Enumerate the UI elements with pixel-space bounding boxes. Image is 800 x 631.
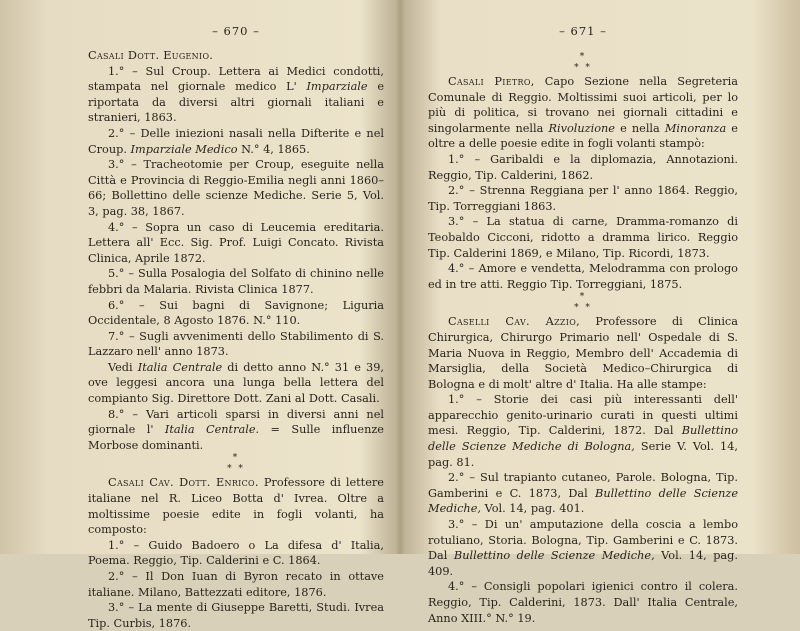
left-page-text bbox=[88, 48, 384, 631]
right-paragraph: 2.° – Strenna Reggiana per l' anno 1864. Reggio, Tip. Torreggiani 1863. bbox=[428, 184, 738, 213]
left-paragraph: 6.° – Sui bagni di Savignone; Liguria Occidentale, 8 Agosto 1876. N.° 110. bbox=[88, 298, 384, 328]
left-paragraph: Casali Dott. Eugenio. bbox=[88, 49, 214, 62]
right-paragraph: 4.° – Consigli popolari igienici contro il colera. Reggio, Tip. Calderini, 1873. Dall' Italia Centrale, Anno XIII.° N.° 19. bbox=[428, 580, 738, 625]
right-paragraph: Casali Pietro, Capo Sezione nella Segreteria Comunale di Reggio. Moltissimi suoi articoli, per lo più di politica, si trovano nei giornali cittadini e singolarmente nella Rivoluzione e nella Minoranza e oltre a delle poesie edite in fogli volanti stampò: bbox=[428, 75, 738, 151]
left-paragraph: 1.° – Sul Croup. Lettera ai Medici condotti, stampata nel giornale medico L' Imparziale e riportata da diversi altri giornali italiani e stranieri, 1863. bbox=[88, 64, 385, 125]
left-paragraph: 3.° – La mente di Giuseppe Baretti, Studi. Ivrea Tip. Curbis, 1876. bbox=[88, 601, 384, 630]
left-paragraph: 5.° – Sulla Posalogia del Solfato di chinino nelle febbri da Malaria. Rivista Clinica 1877. bbox=[88, 267, 384, 296]
page-number-right: – 671 – bbox=[559, 24, 607, 38]
right-page-text bbox=[428, 52, 738, 626]
left-paragraph: 2.° – Il Don Iuan di Byron recato in ottave italiane. Milano, Battezzati editore, 1876. bbox=[88, 570, 384, 599]
left-paragraph: 4.° – Sopra un caso di Leucemia ereditaria. Lettera all' Ecc. Sig. Prof. Luigi Concato. Rivista Clinica, Aprile 1872. bbox=[88, 220, 384, 265]
page-number-left: – 670 – bbox=[212, 24, 260, 38]
right-paragraph: 4.° – Amore e vendetta, Melodramma con prologo ed in tre atti. Reggio Tip. Torreggiani, 1875. bbox=[428, 262, 738, 291]
right-paragraph: 1.° – Storie dei casi più interessanti dell' apparecchio genito-urinario curati in questi ultimi mesi. Reggio, Tip. Calderini, 1872. Dal Bullettino delle Scienze Mediche di Bologna, Serie V. Vol. 14, pag. 81. bbox=[428, 393, 738, 469]
right-paragraph: Caselli Cav. Azzio, Professore di Clinica Chirurgica, Chirurgo Primario nell' Ospedale di S. Maria Nuova in Reggio, Membro dell' Accademia di Marsiglia, della Società Medico–Chirurgica di Bologna e di molt' altre d' Italia. Ha alle stampe: bbox=[428, 315, 738, 391]
left-asterism: * * * bbox=[227, 453, 245, 475]
right-paragraph: 3.° – Di un' amputazione della coscia a lembo rotuliano, Storia. Bologna, Tip. Gamberini e C. 1873. Dal Bullettino delle Scienze Mediche, Vol. 14, pag. 409. bbox=[428, 518, 738, 578]
left-paragraph: Vedi Italia Centrale di detto anno N.° 31 e 39, ove leggesi ancora una lunga bella lettera del compianto Sig. Direttore Dott. Zani al Dott. Casali. bbox=[88, 360, 385, 406]
left-page bbox=[88, 0, 385, 630]
right-asterism: * * * bbox=[574, 292, 592, 314]
right-page bbox=[428, 0, 739, 625]
right-paragraph: 1.° – Garibaldi e la diplomazia, Annotazioni. Reggio, Tip. Calderini, 1862. bbox=[428, 152, 738, 182]
left-paragraph: Casali Cav. Dott. Enrico. Professore di lettere italiane nel R. Liceo Botta d' Ivrea. Oltre a moltissime poesie edite in fogli volanti, ha composto: bbox=[88, 476, 384, 537]
left-paragraph: 7.° – Sugli avvenimenti dello Stabilimento di S. Lazzaro nell' anno 1873. bbox=[88, 329, 384, 359]
right-paragraph: 3.° – La statua di carne, Dramma-romanzo di Teobaldo Cicconi, ridotto a dramma lirico. Reggio Tip. Calderini 1869, e Milano, Tip. Ricordi, 1873. bbox=[428, 215, 738, 260]
right-asterism: * * * bbox=[574, 52, 592, 73]
book-gutter bbox=[394, 0, 406, 554]
left-paragraph: 2.° – Delle iniezioni nasali nella Difterite e nel Croup. Imparziale Medico N.° 4, 1865. bbox=[88, 126, 384, 156]
left-paragraph: 3.° – Tracheotomie per Croup, eseguite nella Città e Provincia di Reggio-Emilia negli anni 1860–66; Bollettino delle scienze Mediche. Serie 5, Vol. 3, pag. 38, 1867. bbox=[88, 158, 384, 218]
right-paragraph: 2.° – Sul trapianto cutaneo, Parole. Bologna, Tip. Gamberini e C. 1873, Dal Bullettino delle Scienze Mediche, Vol. 14, pag. 401. bbox=[428, 471, 739, 516]
left-paragraph: 8.° – Vari articoli sparsi in diversi anni nel giornale l' Italia Centrale. = Sulle influenze Morbose dominanti. bbox=[88, 407, 384, 452]
left-paragraph: 1.° – Guido Badoero o La difesa d' Italia, Poema. Reggio, Tip. Calderini e C. 1864. bbox=[88, 538, 384, 568]
